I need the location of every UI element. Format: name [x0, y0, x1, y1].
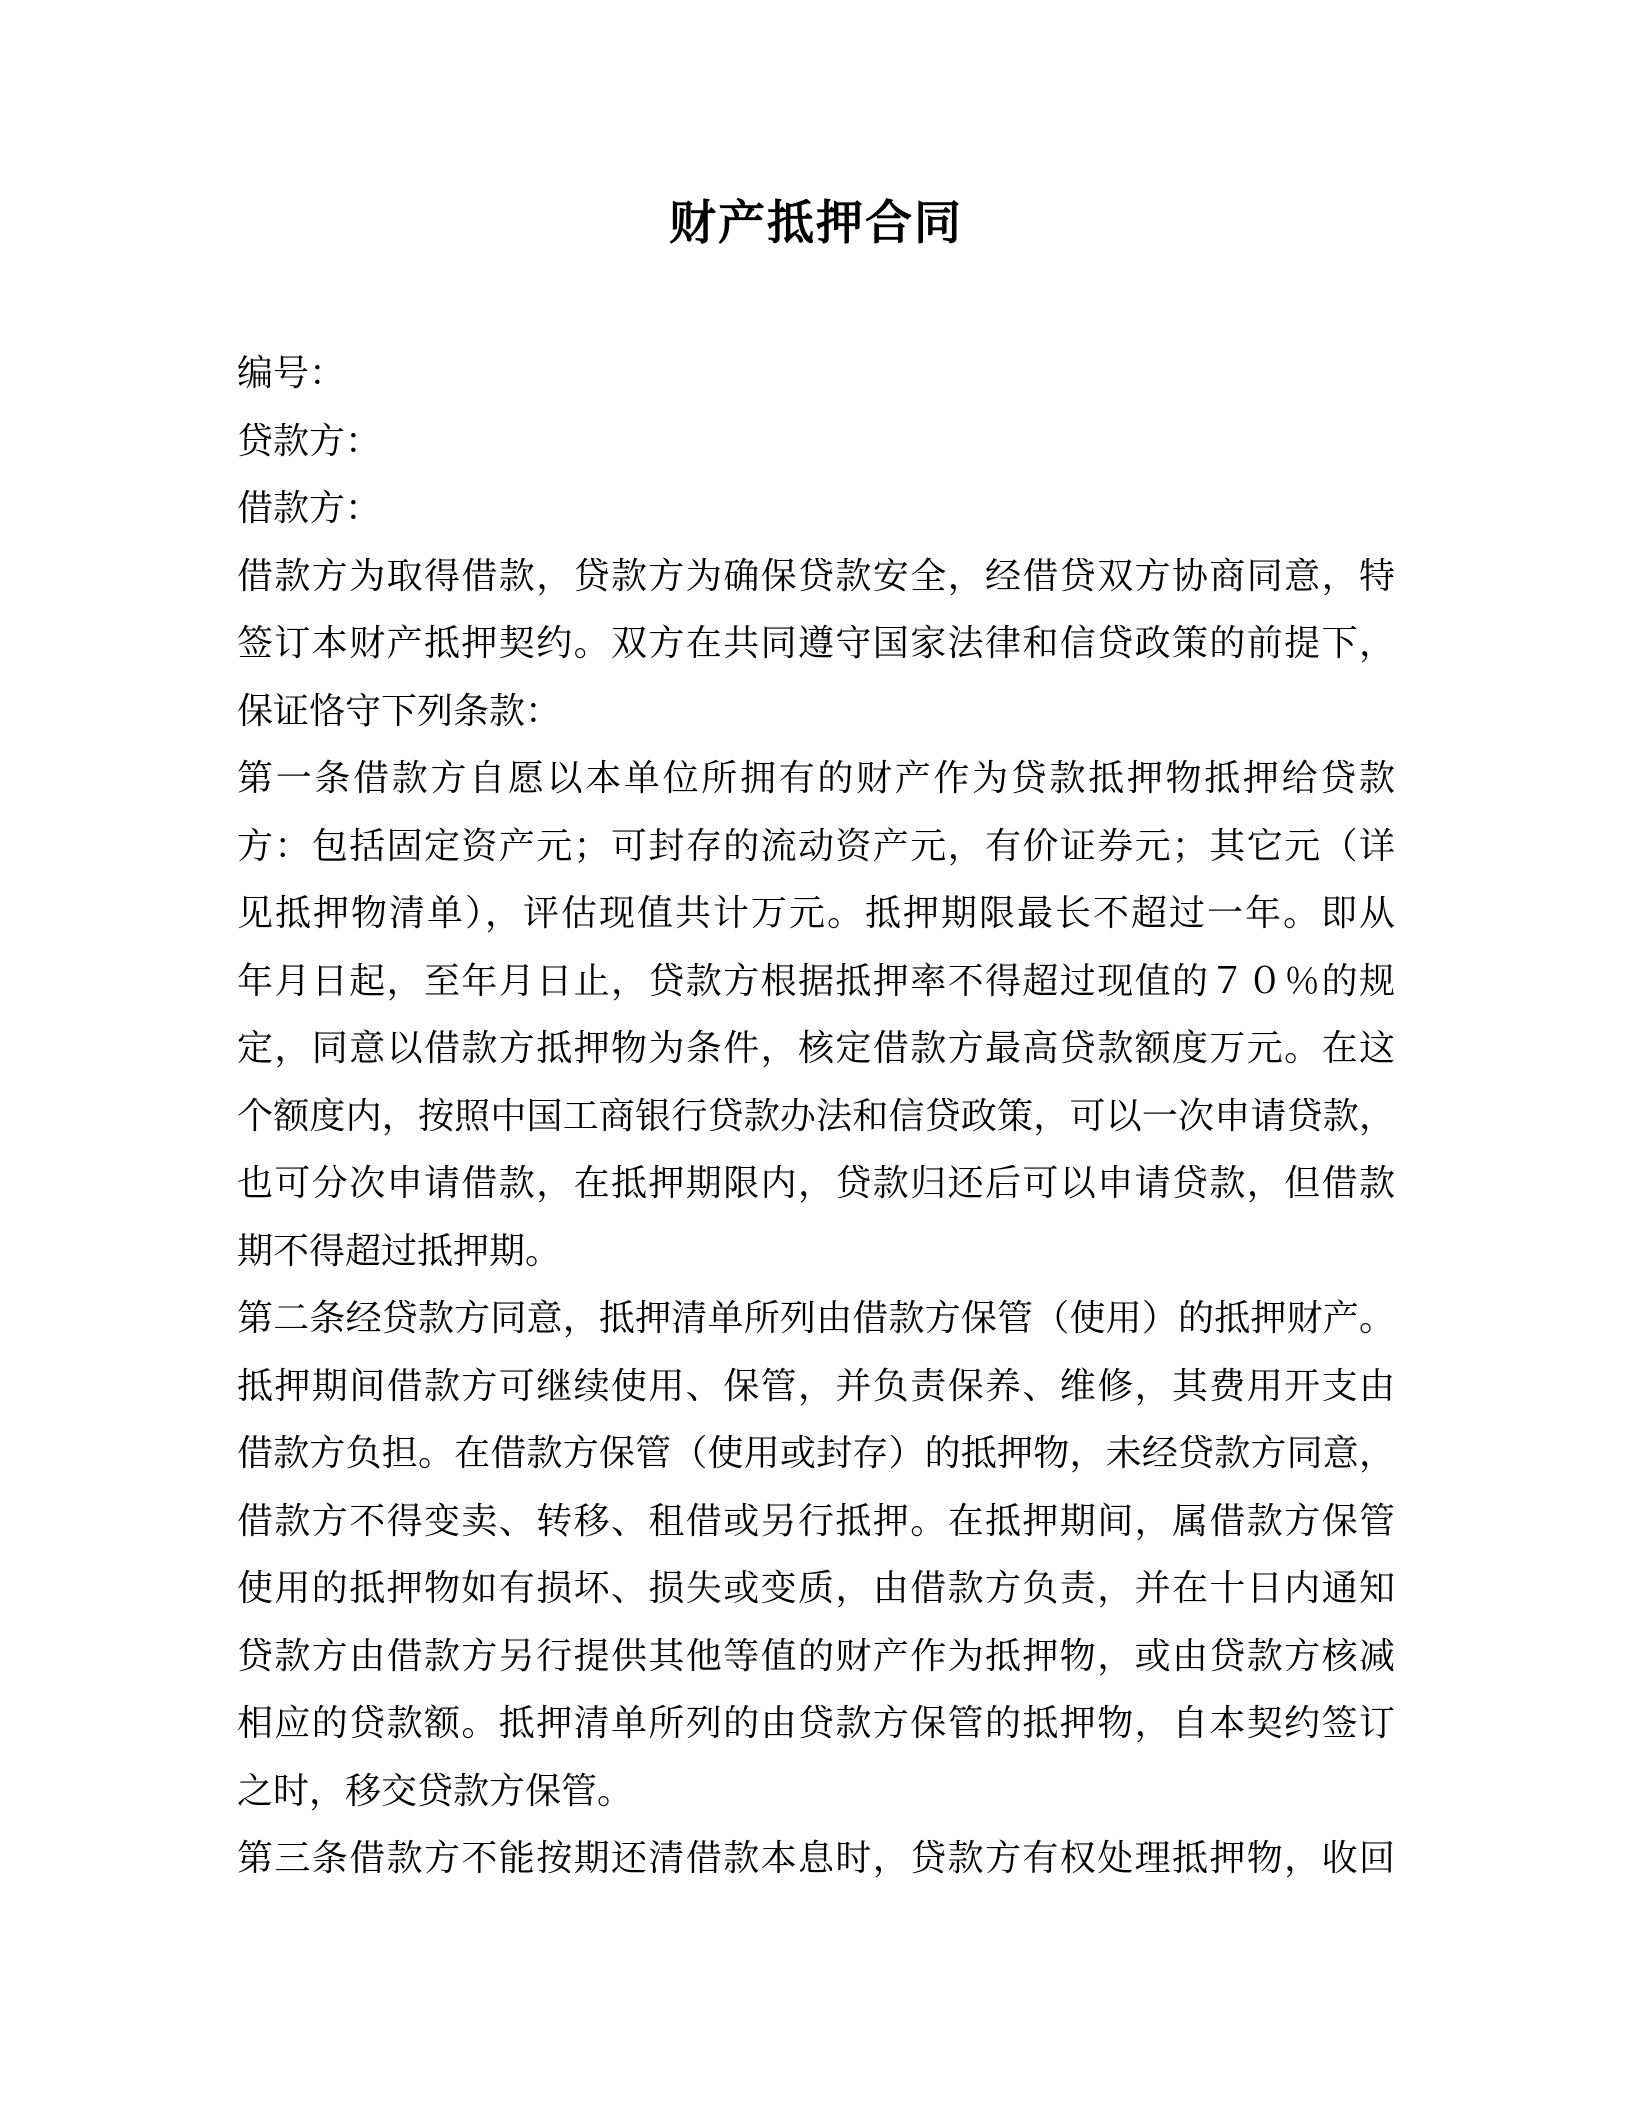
- text-line: 贷款方由借款方另行提供其他等值的财产作为抵押物，或由贷款方核减: [237, 1634, 1395, 1676]
- text-line: 签订本财产抵押契约。双方在共同遵守国家法律和信贷政策的前提下，: [237, 622, 1395, 663]
- text-line: 个额度内，按照中国工商银行贷款办法和信贷政策，可以一次申请贷款，: [237, 1094, 1395, 1136]
- text-line: 方：包括固定资产元；可封存的流动资产元，有价证券元；其它元（详: [237, 824, 1395, 866]
- text-line: 贷款方：: [237, 419, 382, 461]
- text-line: 借款方为取得借款，贷款方为确保贷款安全，经借贷双方协商同意，特: [237, 554, 1395, 596]
- text-line: 借款方：: [237, 487, 382, 528]
- text-line: 定，同意以借款方抵押物为条件，核定借款方最高贷款额度万元。在这: [237, 1027, 1395, 1068]
- text-line: 第二条经贷款方同意，抵押清单所列由借款方保管（使用）的抵押财产。: [237, 1297, 1395, 1338]
- text-line: 抵押期间借款方可继续使用、保管，并负责保养、维修，其费用开支由: [237, 1364, 1395, 1406]
- text-line: 借款方负担。在借款方保管（使用或封存）的抵押物，未经贷款方同意，: [237, 1432, 1395, 1473]
- text-line: 之时，移交贷款方保管。: [237, 1769, 634, 1811]
- text-line: 见抵押物清单），评估现值共计万元。抵押期限最长不超过一年。即从: [237, 892, 1395, 933]
- document-title: 财产抵押合同: [669, 196, 963, 249]
- text-line: 第一条借款方自愿以本单位所拥有的财产作为贷款抵押物抵押给贷款: [237, 757, 1395, 798]
- text-line: 第三条借款方不能按期还清借款本息时，贷款方有权处理抵押物，收回: [237, 1837, 1395, 1878]
- text-line: 相应的贷款额。抵押清单所列的由贷款方保管的抵押物，自本契约签订: [237, 1702, 1395, 1743]
- text-line: 使用的抵押物如有损坏、损失或变质，由借款方负责，并在十日内通知: [237, 1567, 1395, 1608]
- document-body: [237, 339, 1395, 1892]
- text-line: 年月日起，至年月日止，贷款方根据抵押率不得超过现值的７０％的规: [237, 959, 1395, 1001]
- text-line: 保证恪守下列条款：: [237, 689, 562, 731]
- text-line: 期不得超过抵押期。: [237, 1229, 562, 1271]
- text-line: 也可分次申请借款，在抵押期限内，贷款归还后可以申请贷款，但借款: [237, 1162, 1395, 1203]
- text-line: 借款方不得变卖、转移、租借或另行抵押。在抵押期间，属借款方保管: [237, 1499, 1395, 1541]
- text-line: 编号：: [237, 352, 346, 393]
